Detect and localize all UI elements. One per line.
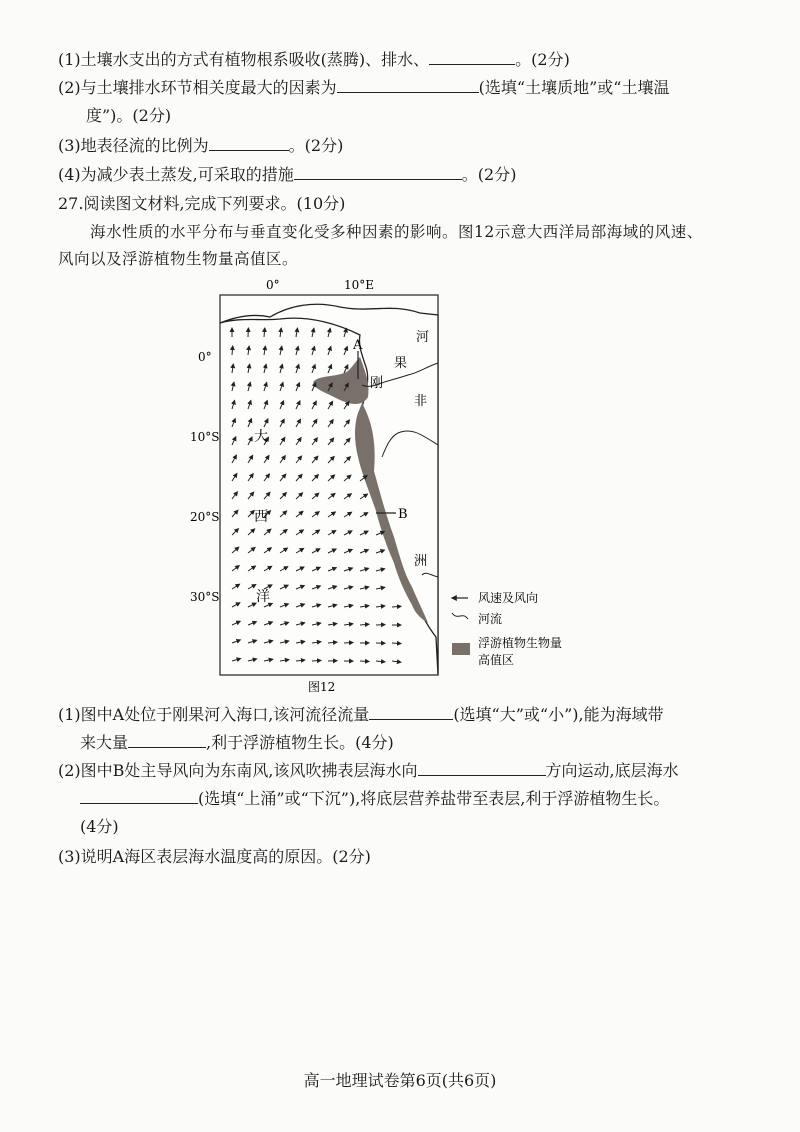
- legend-plankton-label-2: 高值区: [478, 653, 515, 667]
- q26-item-4-score: 。(2分): [461, 165, 517, 184]
- lat-label-10s: 10°S: [190, 430, 220, 444]
- legend-river-label: 河流: [478, 612, 503, 626]
- answer-blank[interactable]: [429, 48, 515, 65]
- q26-item-2-text: (2)与土壤排水环节相关度最大的因素为: [58, 78, 337, 97]
- q26-item-3-score: 。(2分): [288, 136, 344, 155]
- wind-arrow: [312, 660, 321, 661]
- answer-blank[interactable]: [209, 134, 289, 151]
- lat-label-30s: 30°S: [190, 590, 220, 604]
- q27-item-1-text: (1)图中A处位于刚果河入海口,该河流径流量: [58, 705, 370, 724]
- ocean-char-3: 洋: [256, 589, 270, 605]
- legend-plankton-symbol: [452, 643, 470, 655]
- lat-label-20s: 20°S: [190, 510, 220, 524]
- q26-item-2: [58, 76, 750, 100]
- q27-header: 27.阅读图文材料,完成下列要求。(10分): [58, 194, 346, 213]
- q27-item-1: [58, 703, 750, 727]
- wind-arrow: [392, 643, 401, 644]
- q27-item-3: (3)说明A海区表层海水温度高的原因。(2分): [58, 847, 371, 866]
- point-b-label: B: [398, 507, 408, 522]
- congo-char-2: 果: [394, 356, 408, 371]
- africa-char-2: 洲: [414, 554, 428, 569]
- legend-river-symbol: [452, 613, 468, 619]
- q26-item-4-text: (4)为减少表土蒸发,可采取的措施: [58, 165, 294, 184]
- q27-item-2-score: (4分): [80, 817, 119, 836]
- lat-label-0: 0°: [198, 350, 212, 364]
- africa-char-1: 非: [414, 394, 428, 409]
- q26-item-2-cont-text: 度”)。(2分): [86, 106, 172, 125]
- q27-item-2-text: (2)图中B处主导风向为东南风,该风吹拂表层海水向: [58, 761, 418, 780]
- wind-arrow: [232, 346, 233, 355]
- page-footer: 高一地理试卷第6页(共6页): [303, 1071, 497, 1090]
- q26-item-3-text: (3)地表径流的比例为: [58, 136, 209, 155]
- q27-item-2-cont: [58, 787, 750, 811]
- q27-item-1-cont: [58, 731, 750, 755]
- congo-char-1: 刚: [370, 376, 384, 391]
- q26-item-2-options: (选填“土壤质地”或“土壤温: [478, 78, 670, 97]
- congo-char-3: 河: [416, 330, 430, 345]
- ocean-char-2: 西: [254, 509, 268, 525]
- point-a-label: A: [353, 338, 363, 353]
- figure-caption: 图12: [308, 680, 336, 694]
- q27-item-2: [58, 759, 750, 783]
- answer-blank[interactable]: [80, 787, 198, 804]
- answer-blank[interactable]: [418, 759, 546, 776]
- q26-item-1-text: (1)土壤水支出的方式有植物根系吸收(蒸腾)、排水、: [58, 50, 430, 69]
- q27-intro-line-2: 风向以及浮游植物生物量高值区。: [58, 250, 299, 268]
- q26-item-4: [58, 163, 750, 187]
- q27-item-2-options: (选填“上涌”或“下沉”),将底层营养盐带至表层,利于浮游植物生长。: [198, 789, 670, 808]
- answer-blank[interactable]: [294, 163, 462, 180]
- q27-item-1-cont-text: 来大量: [80, 733, 129, 752]
- legend-plankton-label-1: 浮游植物生物量: [478, 636, 563, 650]
- q27-item-2-text-b: 方向运动,底层海水: [545, 761, 679, 780]
- figure-12-map: [190, 275, 610, 695]
- q27-item-1-options: (选填“大”或“小”),能为海域带: [453, 705, 664, 724]
- q26-item-3: [58, 134, 750, 158]
- q26-item-1-score: 。(2分): [515, 50, 570, 69]
- wind-arrow: [344, 643, 353, 644]
- wind-arrow: [392, 606, 401, 607]
- q26-item-1: [58, 48, 750, 72]
- answer-blank[interactable]: [369, 703, 453, 720]
- q26-item-2-cont: [58, 104, 750, 128]
- answer-blank[interactable]: [337, 76, 479, 93]
- wind-arrow: [360, 661, 369, 662]
- q27-item-1-score: ,利于浮游植物生长。(4分): [206, 733, 394, 752]
- lon-label-10e: 10°E: [344, 278, 375, 292]
- ocean-char-1: 大: [254, 429, 268, 445]
- q27-intro-line-1: 海水性质的水平分布与垂直变化受多种因素的影响。图12示意大西洋局部海域的风速、: [90, 223, 703, 241]
- lon-label-0: 0°: [266, 278, 280, 292]
- legend-wind-label: 风速及风向: [478, 591, 539, 605]
- q27-item-2-score-line: [58, 815, 750, 839]
- answer-blank[interactable]: [128, 731, 206, 748]
